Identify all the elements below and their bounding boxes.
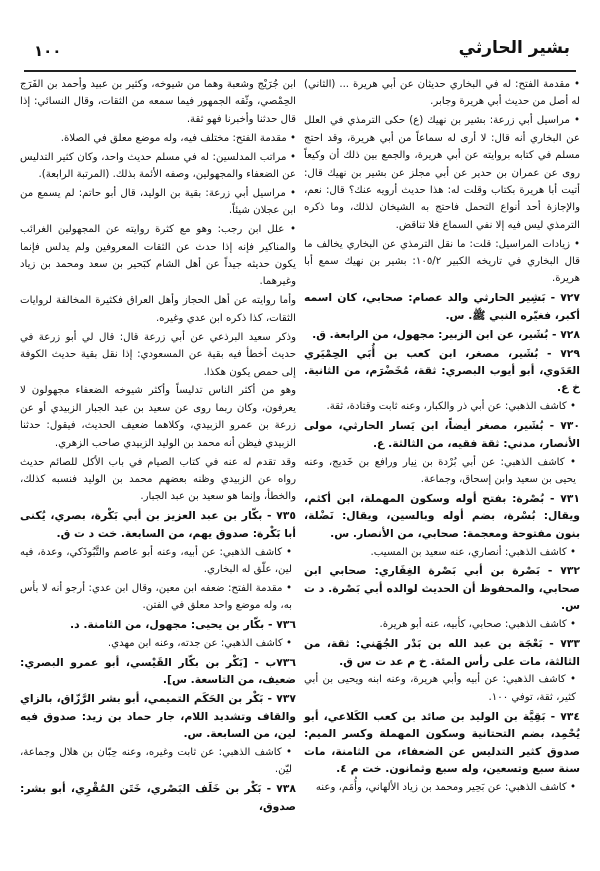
paragraph: • كاشف الذهبي: صحابي، كأبيه، عنه أبو هريرة. [379, 619, 576, 631]
paragraph: • مراتب المدلسين: له في مسلم حديث واحد، وكان كثير التدليس عن الضعفاء والمجهولين، وصفه الأئمة بذلك. (المرتبة الرابعة). [20, 151, 296, 181]
paragraph: • مراسيل أبي زرعة: بقية بن الوليد، قال أبو حاتم: لم يسمع من ابن عجلان شيئاً. [20, 187, 296, 217]
biography-entry: ٧٣٣ - بَعْجَة بن عبد الله بن بَدْر الجُهَني: ثقة، من الثالثة، مات على رأس المئة. خ م عد ت س ق. [304, 637, 580, 668]
left-column [20, 76, 296, 859]
paragraph: • كاشف الذهبي: عن أبيه وأبي هريرة، وعنه ابنه ويحيى بن أبي كثير، ثقة، توفي ١٠٠. [304, 674, 576, 703]
biography-entry: ٧٣٥ - بكّار بن عبد العزيز بن أبي بَكْرة، بصري، يُكنى أبا بَكْرة: صدوق يهم، من السابعة. خت د ت ق. [20, 509, 296, 540]
biography-entry: ٧٢٩ - بُشَير، مصغر، ابن كعب بن أُبَي الحِمْيَري العَدَوي، أبو أيوب البصري: ثقة، مُخَضْرَم، من الثانية. خ ع. [304, 346, 580, 395]
biography-entry: ٧٣٠ - بُشَير، مصغر أيضاً، ابن يَسار الحارثي، مولى الأنصار، مدني: ثقة فقيه، من الثالثة. ع. [304, 419, 580, 450]
paragraph: • علل ابن رجب: وهو مع كثرة روايته عن المجهولين الغرائب والمناكير فإنه إذا حدث عن الثقات المعروفين ولم يدلس فإنما يكون حديثه جيداً عن أهل الشام كبَحير بن سعد ومحمد بن زياد وغيرهما. [20, 224, 296, 288]
paragraph: ابن جُرَيْج وشعبة وهما من شيوخه، وكثير بن عبيد وأحمد بن الفَرَج الحِمْصي، وثّقه الجمهور فيما سمعه من الثقات، وقال النسائي: إذا قال حدثنا وأخبرنا فهو ثقة. [20, 79, 296, 125]
running-title: بشير الحارثي [458, 38, 570, 58]
text-columns [20, 76, 580, 859]
biography-entry: ٧٣٢ - بَصْرة بن أبي بَصْرة الغِفَاري: صحابي ابن صحابي، والمحفوظ أن الحديث لوالده أبي بَصْرة. د ت س. [304, 564, 580, 613]
paragraph: • مقدمة الفتح: مختلف فيه، وله موضع معلق في الصلاة. [60, 132, 296, 144]
page-number: ١٠٠ [34, 42, 62, 60]
paragraph: وقد تقدم له عنه في كتاب الصيام في باب الأكل للصائم حديث رواه عن الزبيدي وظنه بعضهم محمد بن الوليد فنسبه كذلك، والخطأ، وإنما هو سعيد بن عبد الجبار. [20, 456, 296, 503]
paragraph: • مراسيل أبي زرعة: بشير بن نهيك (ع) حكى الترمذي في العلل عن البخاري أنه قال: لا أرى له سماعاً من أبي هريرة، وقد احتج مسلم في كتابه بروايته عن أبي هريرة، والجمع بين ذلك أن وكيعاً روى عن عمران بن حدير عن أبي مجلز عن بشير بن نهيك قال: أتيت أبا هريرة بكتاب وقلت له: هذا حديث أرويه عنك؟ قال: نعم، والإجازة أحد أنواع التحمل فاحتج به الشيخان لذلك، وما ذكره الترمذي ليس فيه إلا نفي السماع فلا تناقض. [304, 115, 580, 231]
paragraph: • كاشف الذهبي: عن أبي بُرْدة بن نِيار ورافع بن خَديج، وعنه يحيى بن سعيد وابن إسحاق، وجماعة. [304, 456, 576, 485]
paragraph: • مقدمة الفتح: له في البخاري حديثان عن أبي هريرة ... (الثاني) له أصل من حديث أبي هريرة وجابر. [304, 79, 580, 108]
paragraph: وأما روايته عن أهل الحجاز وأهل العراق فكثيرة المخالفة لروايات الثقات، كذا ذكره ابن عدي وغيره. [20, 295, 296, 324]
paragraph: • كاشف الذهبي: عن بَحِير ومحمد بن زياد الألهاني، وأُمَم، وعنه [315, 781, 576, 793]
biography-entry: ٧٣٨ - بَكْر بن خَلَف البَصْري، خَتَن المُقْرِي، أبو بشر: صدوق، [20, 782, 296, 813]
biography-entry: ٧٣٧ - بَكْر بن الحَكَم التميمي، أبو بشر الرَّزّاق، بالزاي والقاف وتشديد اللام، جار حماد بن زيد: صدوق فيه لين، من السابعة. س. [20, 692, 296, 741]
biography-entry: ٧٢٧ - بَشِير الحارثي والد عصام: صحابي، كان اسمه أكبر، فغيّره النبي ﷺ. س. [304, 291, 580, 322]
biography-entry: ٧٣٦ب - [بَكْر بن بكّار القَيْسي، أبو عمرو البصري: ضعيف، من التاسعة. س]. [20, 656, 296, 687]
paragraph: • كاشف الذهبي: عن جدته، وعنه ابن مهدي. [107, 638, 292, 650]
paragraph: • كاشف الذهبي: عن أبي ذر والكبار، وعنه ثابت وقتادة، ثقة. [326, 401, 576, 413]
right-column [304, 76, 580, 859]
paragraph: • زيادات المراسيل: قلت: ما نقل الترمذي عن البخاري يخالف ما قال البخاري في تاريخه الكبير ١٠٥/٢: بشير بن نهيك سمع أبا هريرة. [304, 238, 580, 285]
paragraph: وذكر سعيد البرذعي عن أبي زرعة قال: قال لي أبو زرعة في حديث أخطأ فيه بقية عن المسعودي: إذا نقل بقية حديث الكوفة إلى حمص يكون هكذا. [20, 331, 296, 378]
paragraph: • كاشف الذهبي: أنصاري، عنه سعيد بن المسيب. [370, 546, 576, 558]
paragraph: • مقدمة الفتح: ضعفه ابن معين، وقال ابن عدي: أرجو أنه لا بأس به، وله موضع واحد معلق في الفتن. [20, 582, 292, 612]
paragraph: • كاشف الذهبي: عن ثابت وغيره، وعنه حِبّان بن هلال وجماعة، ليّن. [20, 747, 292, 776]
paragraph: • كاشف الذهبي: عن أبيه، وعنه أبو عاصم والتَّبُوذَكي، وعدة، فيه لين، علّق له البخاري. [20, 546, 292, 575]
biography-entry: ٧٣١ - بُصْرة: بفتح أوله وسكون المهملة، ابن أكثم، ويقال: بُسْرة، بضم أوله وبالسين، ويقال: نَضْلة، بنون مفتوحة ومعجمة: صحابي، من الأنصار. س. [304, 491, 580, 540]
paragraph: وهو من أكثر الناس تدليساً وأكثر شيوخه الضعفاء مجهولون لا يعرفون، وكان ربما روى عن سعيد بن عبد الجبار الزبيدي أو عن زرعة بن عمرو الزبيدي، وكلاهما ضعيف الحديث، فيقول: حدثنا الزبيدي فيظن أنه محمد بن الوليد الزبيدي صاحب الزهري. [20, 385, 296, 449]
page-header [24, 34, 576, 72]
biography-entry: ٧٣٤ - بَقِيَّة بن الوليد بن صائد بن كعب الكَلاعي، أبو يُحْمِد، بضم التحتانية وسكون المهملة وكسر الميم: صدوق كثير التدليس عن الضعفاء، من الثامنة، مات سنة سبع وتسعين، وله سبع وثمانون. خت م ٤. [304, 709, 580, 775]
biography-entry: ٧٣٦ - بكّار بن يحيى: مجهول، من الثامنة. د. [69, 618, 296, 632]
biography-entry: ٧٢٨ - بُشَير، عن ابن الزبير: مجهول، من الرابعة. ق. [312, 327, 580, 341]
